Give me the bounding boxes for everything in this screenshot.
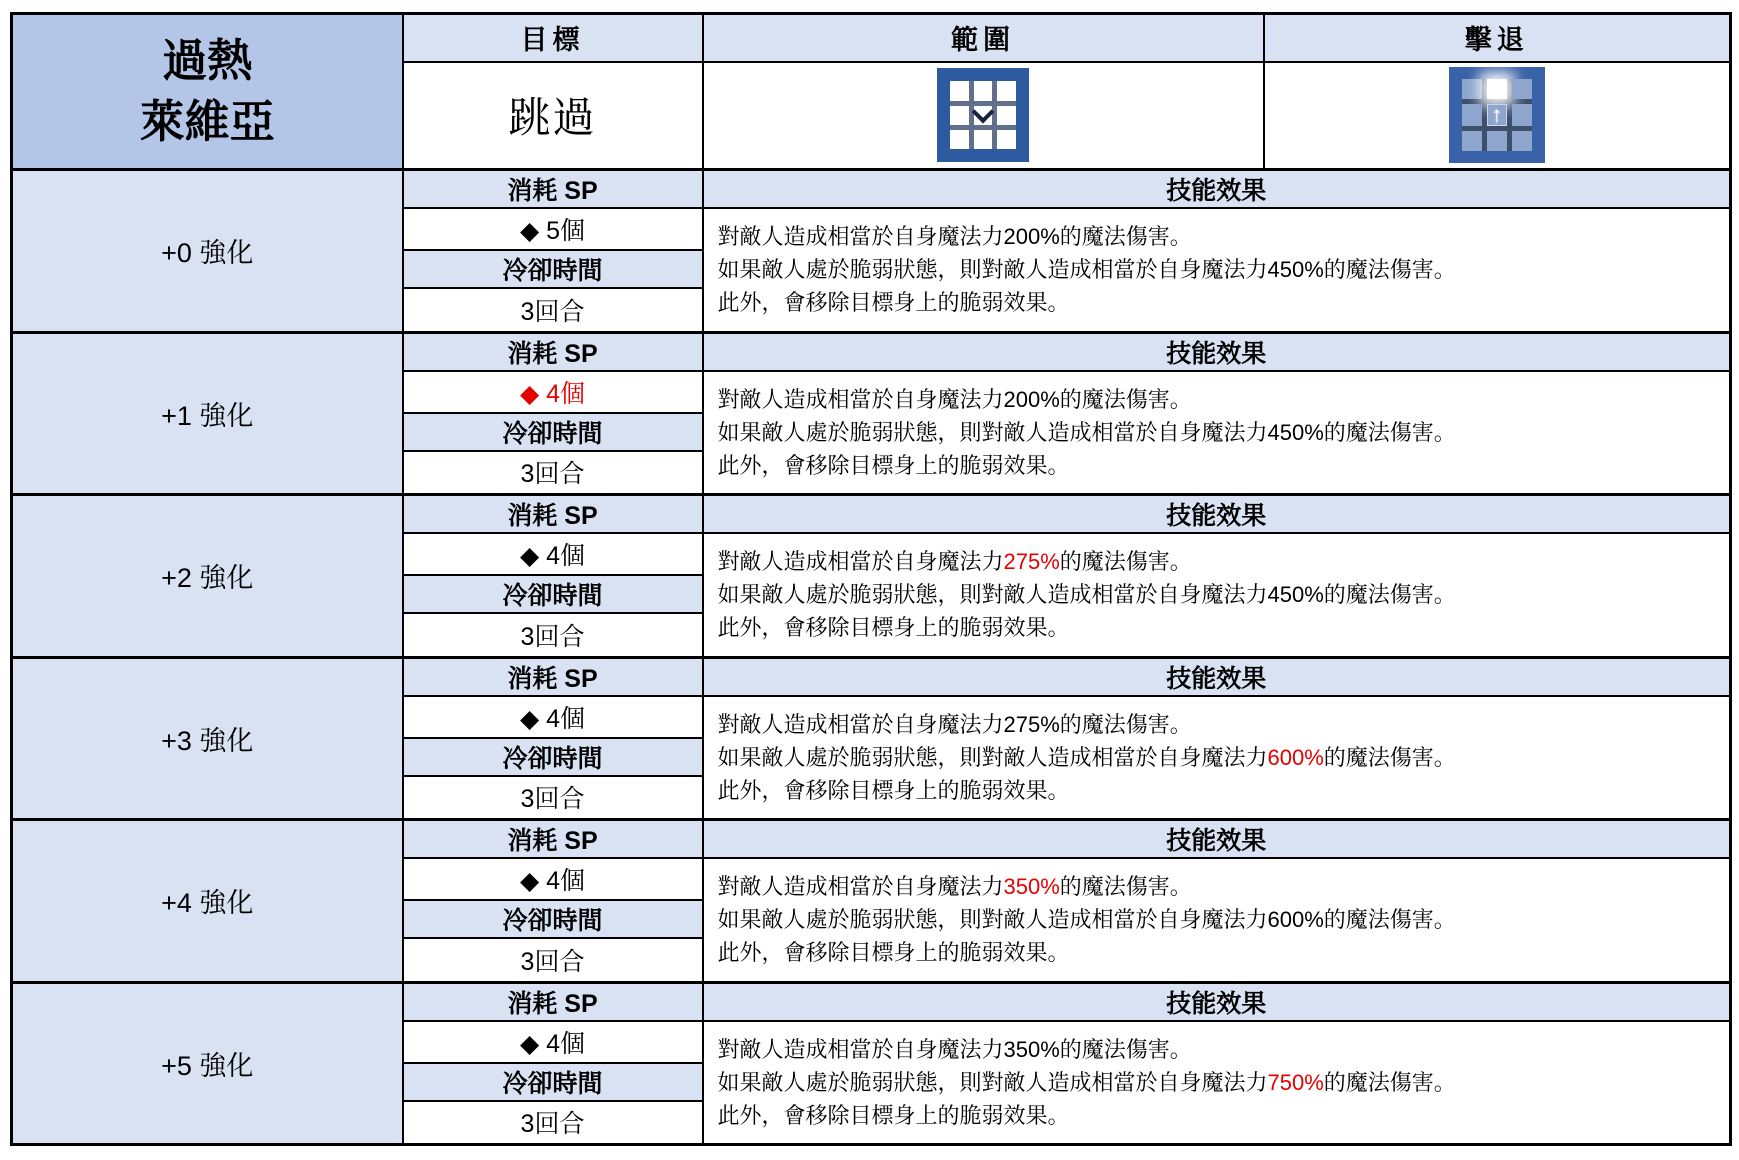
effect-line: 對敵人造成相當於自身魔法力275%的魔法傷害。 <box>717 711 1192 737</box>
skill-table <box>10 12 1732 1146</box>
skill-effect-header: 技能效果 <box>703 657 1731 696</box>
sp-cost-header: 消耗 SP <box>403 170 703 209</box>
effect-text <box>703 208 1731 332</box>
effect-line: 對敵人造成相當於自身魔法力200%的魔法傷害。 <box>717 224 1192 250</box>
sp-cost-value: ◆ 4個 <box>403 371 703 413</box>
sp-cost-header: 消耗 SP <box>403 982 703 1021</box>
cooldown-value: 3回合 <box>403 776 703 820</box>
effect-line: 此外，會移除目標身上的脆弱效果。 <box>717 615 1070 641</box>
target-value: 跳過 <box>403 62 703 170</box>
effect-line: 對敵人造成相當於自身魔法力350%的魔法傷害。 <box>717 874 1192 900</box>
skill-name-line1: 過熱 <box>162 34 253 86</box>
sp-cost-value: ◆ 4個 <box>403 533 703 575</box>
col-header-knockback: 擊退 <box>1264 14 1731 62</box>
skill-name <box>12 14 403 170</box>
cooldown-header: 冷卻時間 <box>403 250 703 288</box>
effect-line: 如果敵人處於脆弱狀態，則對敵人造成相當於自身魔法力450%的魔法傷害。 <box>717 419 1456 445</box>
up-arrow-icon: ↑ <box>1491 102 1503 128</box>
effect-line: 如果敵人處於脆弱狀態，則對敵人造成相當於自身魔法力450%的魔法傷害。 <box>717 582 1456 608</box>
enhance-level-label: +4 強化 <box>12 820 403 983</box>
cooldown-header: 冷卻時間 <box>403 738 703 776</box>
range-grid <box>950 81 1016 149</box>
sp-cost-value: ◆ 4個 <box>403 858 703 900</box>
effect-line: 此外，會移除目標身上的脆弱效果。 <box>717 940 1070 966</box>
skill-effect-header: 技能效果 <box>703 820 1731 859</box>
effect-line: 如果敵人處於脆弱狀態，則對敵人造成相當於自身魔法力600%的魔法傷害。 <box>717 744 1456 770</box>
cooldown-header: 冷卻時間 <box>403 900 703 938</box>
cooldown-value: 3回合 <box>403 288 703 332</box>
skill-name-line2: 萊維亞 <box>139 95 275 147</box>
cooldown-header: 冷卻時間 <box>403 1063 703 1101</box>
effect-text <box>703 858 1731 982</box>
effect-text <box>703 371 1731 495</box>
cooldown-value: 3回合 <box>403 1101 703 1145</box>
enhance-level-label: +2 強化 <box>12 495 403 658</box>
sp-cost-value: ◆ 4個 <box>403 696 703 738</box>
effect-line: 對敵人造成相當於自身魔法力275%的魔法傷害。 <box>717 549 1192 575</box>
cooldown-value: 3回合 <box>403 451 703 495</box>
knockback-target-cell <box>1487 79 1507 99</box>
knockback-grid-up-arrow-icon <box>1449 67 1545 163</box>
skill-effect-header: 技能效果 <box>703 982 1731 1021</box>
range-center-cell <box>974 106 993 125</box>
enhance-level-label: +1 強化 <box>12 332 403 495</box>
effect-line: 如果敵人處於脆弱狀態，則對敵人造成相當於自身魔法力750%的魔法傷害。 <box>717 1069 1456 1095</box>
sp-cost-header: 消耗 SP <box>403 820 703 859</box>
enhance-level-label: +3 強化 <box>12 657 403 820</box>
sp-cost-header: 消耗 SP <box>403 332 703 371</box>
effect-line: 此外，會移除目標身上的脆弱效果。 <box>717 1102 1070 1128</box>
cooldown-header: 冷卻時間 <box>403 413 703 451</box>
effect-line: 如果敵人處於脆弱狀態，則對敵人造成相當於自身魔法力450%的魔法傷害。 <box>717 257 1456 283</box>
effect-text <box>703 1021 1731 1145</box>
sp-cost-value: ◆ 4個 <box>403 1021 703 1063</box>
sp-cost-value: ◆ 5個 <box>403 208 703 250</box>
cooldown-header: 冷卻時間 <box>403 575 703 613</box>
effect-line: 對敵人造成相當於自身魔法力350%的魔法傷害。 <box>717 1036 1192 1062</box>
range-icon-cell <box>703 62 1264 170</box>
knockback-icon-cell <box>1264 62 1731 170</box>
skill-effect-header: 技能效果 <box>703 332 1731 371</box>
effect-line: 如果敵人處於脆弱狀態，則對敵人造成相當於自身魔法力600%的魔法傷害。 <box>717 907 1456 933</box>
effect-line: 對敵人造成相當於自身魔法力200%的魔法傷害。 <box>717 386 1192 412</box>
skill-effect-header: 技能效果 <box>703 170 1731 209</box>
effect-line: 此外，會移除目標身上的脆弱效果。 <box>717 777 1070 803</box>
cooldown-value: 3回合 <box>403 613 703 657</box>
col-header-target: 目標 <box>403 14 703 62</box>
chevron-down-icon <box>972 101 995 124</box>
effect-line: 此外，會移除目標身上的脆弱效果。 <box>717 290 1070 316</box>
skill-effect-header: 技能效果 <box>703 495 1731 534</box>
effect-text <box>703 696 1731 820</box>
sp-cost-header: 消耗 SP <box>403 495 703 534</box>
enhance-level-label: +0 強化 <box>12 170 403 333</box>
col-header-range: 範圍 <box>703 14 1264 62</box>
effect-text <box>703 533 1731 657</box>
enhance-level-label: +5 強化 <box>12 982 403 1145</box>
range-grid-chevron-down-icon <box>937 68 1029 162</box>
knockback-grid <box>1462 79 1532 151</box>
effect-line: 此外，會移除目標身上的脆弱效果。 <box>717 452 1070 478</box>
knockback-center-cell <box>1487 104 1507 126</box>
sp-cost-header: 消耗 SP <box>403 657 703 696</box>
cooldown-value: 3回合 <box>403 938 703 982</box>
